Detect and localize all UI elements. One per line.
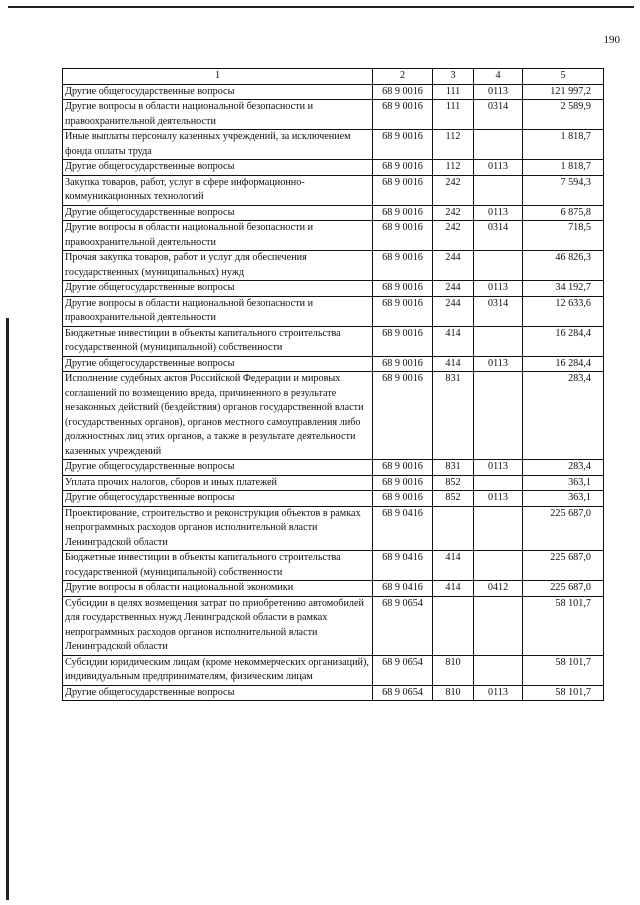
row-description: Другие вопросы в области национальной безопасности и правоохранительной деятельности: [63, 100, 373, 130]
row-target-code: 68 9 0654: [373, 685, 433, 701]
row-section-code: 0113: [474, 460, 523, 476]
row-expense-type: 244: [433, 251, 474, 281]
row-target-code: 68 9 0016: [373, 281, 433, 297]
row-description: Закупка товаров, работ, услуг в сфере информационно-коммуникационных технологий: [63, 175, 373, 205]
row-target-code: 68 9 0016: [373, 205, 433, 221]
row-section-code: 0113: [474, 491, 523, 507]
row-description: Другие вопросы в области национальной безопасности и правоохранительной деятельности: [63, 296, 373, 326]
row-description: Другие общегосударственные вопросы: [63, 84, 373, 100]
page-number: 190: [603, 34, 620, 46]
row-section-code: [474, 251, 523, 281]
table-row: [63, 372, 604, 460]
row-description: Уплата прочих налогов, сборов и иных платежей: [63, 475, 373, 491]
row-amount: 6 875,8: [523, 205, 604, 221]
row-description: Другие вопросы в области национальной безопасности и правоохранительной деятельности: [63, 221, 373, 251]
table-row: [63, 685, 604, 701]
table-row: [63, 160, 604, 176]
row-description: Прочая закупка товаров, работ и услуг для обеспечения государственных (муниципальных) нужд: [63, 251, 373, 281]
row-target-code: 68 9 0016: [373, 460, 433, 476]
row-description: Другие общегосударственные вопросы: [63, 281, 373, 297]
table-row: [63, 130, 604, 160]
row-target-code: 68 9 0016: [373, 100, 433, 130]
row-target-code: 68 9 0016: [373, 475, 433, 491]
row-section-code: 0113: [474, 356, 523, 372]
table-row: [63, 581, 604, 597]
row-section-code: 0314: [474, 296, 523, 326]
row-amount: 58 101,7: [523, 655, 604, 685]
row-description: Другие общегосударственные вопросы: [63, 460, 373, 476]
table-row: [63, 221, 604, 251]
row-amount: 283,4: [523, 372, 604, 460]
budget-table: [62, 68, 604, 701]
row-expense-type: 414: [433, 551, 474, 581]
table-row: [63, 491, 604, 507]
row-expense-type: 112: [433, 130, 474, 160]
table-row: [63, 655, 604, 685]
row-amount: 7 594,3: [523, 175, 604, 205]
row-section-code: [474, 551, 523, 581]
row-amount: 225 687,0: [523, 506, 604, 551]
table-row: [63, 596, 604, 655]
row-amount: 58 101,7: [523, 596, 604, 655]
row-amount: 363,1: [523, 491, 604, 507]
row-description: Другие общегосударственные вопросы: [63, 356, 373, 372]
table-row: [63, 251, 604, 281]
row-target-code: 68 9 0016: [373, 326, 433, 356]
table-row: [63, 460, 604, 476]
row-target-code: 68 9 0016: [373, 491, 433, 507]
row-amount: 58 101,7: [523, 685, 604, 701]
row-expense-type: 111: [433, 100, 474, 130]
row-target-code: 68 9 0016: [373, 251, 433, 281]
row-amount: 283,4: [523, 460, 604, 476]
row-description: Другие вопросы в области национальной экономики: [63, 581, 373, 597]
row-amount: 34 192,7: [523, 281, 604, 297]
row-expense-type: 414: [433, 326, 474, 356]
row-description: Проектирование, строительство и реконструкция объектов в рамках непрограммных расходов органов исполнительной власти Ленинградской области: [63, 506, 373, 551]
table-row: [63, 175, 604, 205]
row-section-code: [474, 130, 523, 160]
table-row: [63, 84, 604, 100]
row-amount: 16 284,4: [523, 356, 604, 372]
row-amount: 2 589,9: [523, 100, 604, 130]
row-expense-type: [433, 596, 474, 655]
row-amount: 225 687,0: [523, 581, 604, 597]
row-description: Субсидии в целях возмещения затрат по приобретению автомобилей для государственных нужд Ленинградской области в рамках непрограммных расходов органов исполнительной власти Ленинградской области: [63, 596, 373, 655]
row-target-code: 68 9 0016: [373, 160, 433, 176]
row-target-code: 68 9 0654: [373, 655, 433, 685]
row-target-code: 68 9 0016: [373, 130, 433, 160]
row-target-code: 68 9 0016: [373, 84, 433, 100]
row-description: Исполнение судебных актов Российской Федерации и мировых соглашений по возмещению вреда, причиненного в результате незаконных действий (бездействия) органов государственной власти (государственных органов), органов местного самоуправления либо должностных лиц этих органов, а также в результате деятельности казенных учреждений: [63, 372, 373, 460]
table-row: [63, 551, 604, 581]
row-expense-type: 831: [433, 460, 474, 476]
row-expense-type: 244: [433, 281, 474, 297]
table-row: [63, 506, 604, 551]
row-section-code: 0412: [474, 581, 523, 597]
row-section-code: [474, 175, 523, 205]
row-amount: 121 997,2: [523, 84, 604, 100]
row-target-code: 68 9 0416: [373, 506, 433, 551]
row-description: Другие общегосударственные вопросы: [63, 685, 373, 701]
row-section-code: 0113: [474, 685, 523, 701]
row-expense-type: 852: [433, 475, 474, 491]
row-target-code: 68 9 0016: [373, 356, 433, 372]
table-row: [63, 296, 604, 326]
row-section-code: 0113: [474, 84, 523, 100]
row-section-code: [474, 372, 523, 460]
row-target-code: 68 9 0016: [373, 221, 433, 251]
table-row: [63, 475, 604, 491]
row-target-code: 68 9 0416: [373, 581, 433, 597]
row-amount: 16 284,4: [523, 326, 604, 356]
table-row: [63, 326, 604, 356]
row-amount: 225 687,0: [523, 551, 604, 581]
row-description: Субсидии юридическим лицам (кроме некоммерческих организаций), индивидуальным предпринимателям, физическим лицам: [63, 655, 373, 685]
row-expense-type: 244: [433, 296, 474, 326]
row-description: Бюджетные инвестиции в объекты капитального строительства государственной (муниципальной) собственности: [63, 326, 373, 356]
row-section-code: [474, 655, 523, 685]
row-section-code: [474, 475, 523, 491]
row-section-code: 0314: [474, 221, 523, 251]
table-row: [63, 100, 604, 130]
row-expense-type: 414: [433, 581, 474, 597]
row-amount: 1 818,7: [523, 160, 604, 176]
row-amount: 1 818,7: [523, 130, 604, 160]
header-cell: 1: [63, 69, 373, 85]
row-expense-type: 111: [433, 84, 474, 100]
row-target-code: 68 9 0654: [373, 596, 433, 655]
row-expense-type: 810: [433, 655, 474, 685]
row-amount: 718,5: [523, 221, 604, 251]
table-row: [63, 205, 604, 221]
row-expense-type: 112: [433, 160, 474, 176]
header-cell: 3: [433, 69, 474, 85]
row-section-code: 0113: [474, 205, 523, 221]
row-amount: 12 633,6: [523, 296, 604, 326]
row-section-code: 0314: [474, 100, 523, 130]
header-cell: 4: [474, 69, 523, 85]
table-header-row: [63, 69, 604, 85]
header-cell: 5: [523, 69, 604, 85]
row-section-code: 0113: [474, 160, 523, 176]
row-expense-type: [433, 506, 474, 551]
row-amount: 46 826,3: [523, 251, 604, 281]
row-expense-type: 242: [433, 221, 474, 251]
row-description: Другие общегосударственные вопросы: [63, 491, 373, 507]
table-row: [63, 281, 604, 297]
row-expense-type: 414: [433, 356, 474, 372]
row-expense-type: 242: [433, 175, 474, 205]
row-amount: 363,1: [523, 475, 604, 491]
row-expense-type: 852: [433, 491, 474, 507]
row-target-code: 68 9 0416: [373, 551, 433, 581]
left-margin-bar: [6, 318, 9, 900]
table-row: [63, 356, 604, 372]
row-section-code: [474, 326, 523, 356]
header-cell: 2: [373, 69, 433, 85]
row-description: Бюджетные инвестиции в объекты капитального строительства государственной (муниципальной) собственности: [63, 551, 373, 581]
row-target-code: 68 9 0016: [373, 175, 433, 205]
row-section-code: 0113: [474, 281, 523, 297]
row-target-code: 68 9 0016: [373, 372, 433, 460]
row-description: Иные выплаты персоналу казенных учреждений, за исключением фонда оплаты труда: [63, 130, 373, 160]
top-border-line: [8, 6, 634, 8]
row-target-code: 68 9 0016: [373, 296, 433, 326]
row-expense-type: 242: [433, 205, 474, 221]
row-description: Другие общегосударственные вопросы: [63, 205, 373, 221]
row-section-code: [474, 506, 523, 551]
row-section-code: [474, 596, 523, 655]
row-expense-type: 810: [433, 685, 474, 701]
row-description: Другие общегосударственные вопросы: [63, 160, 373, 176]
row-expense-type: 831: [433, 372, 474, 460]
